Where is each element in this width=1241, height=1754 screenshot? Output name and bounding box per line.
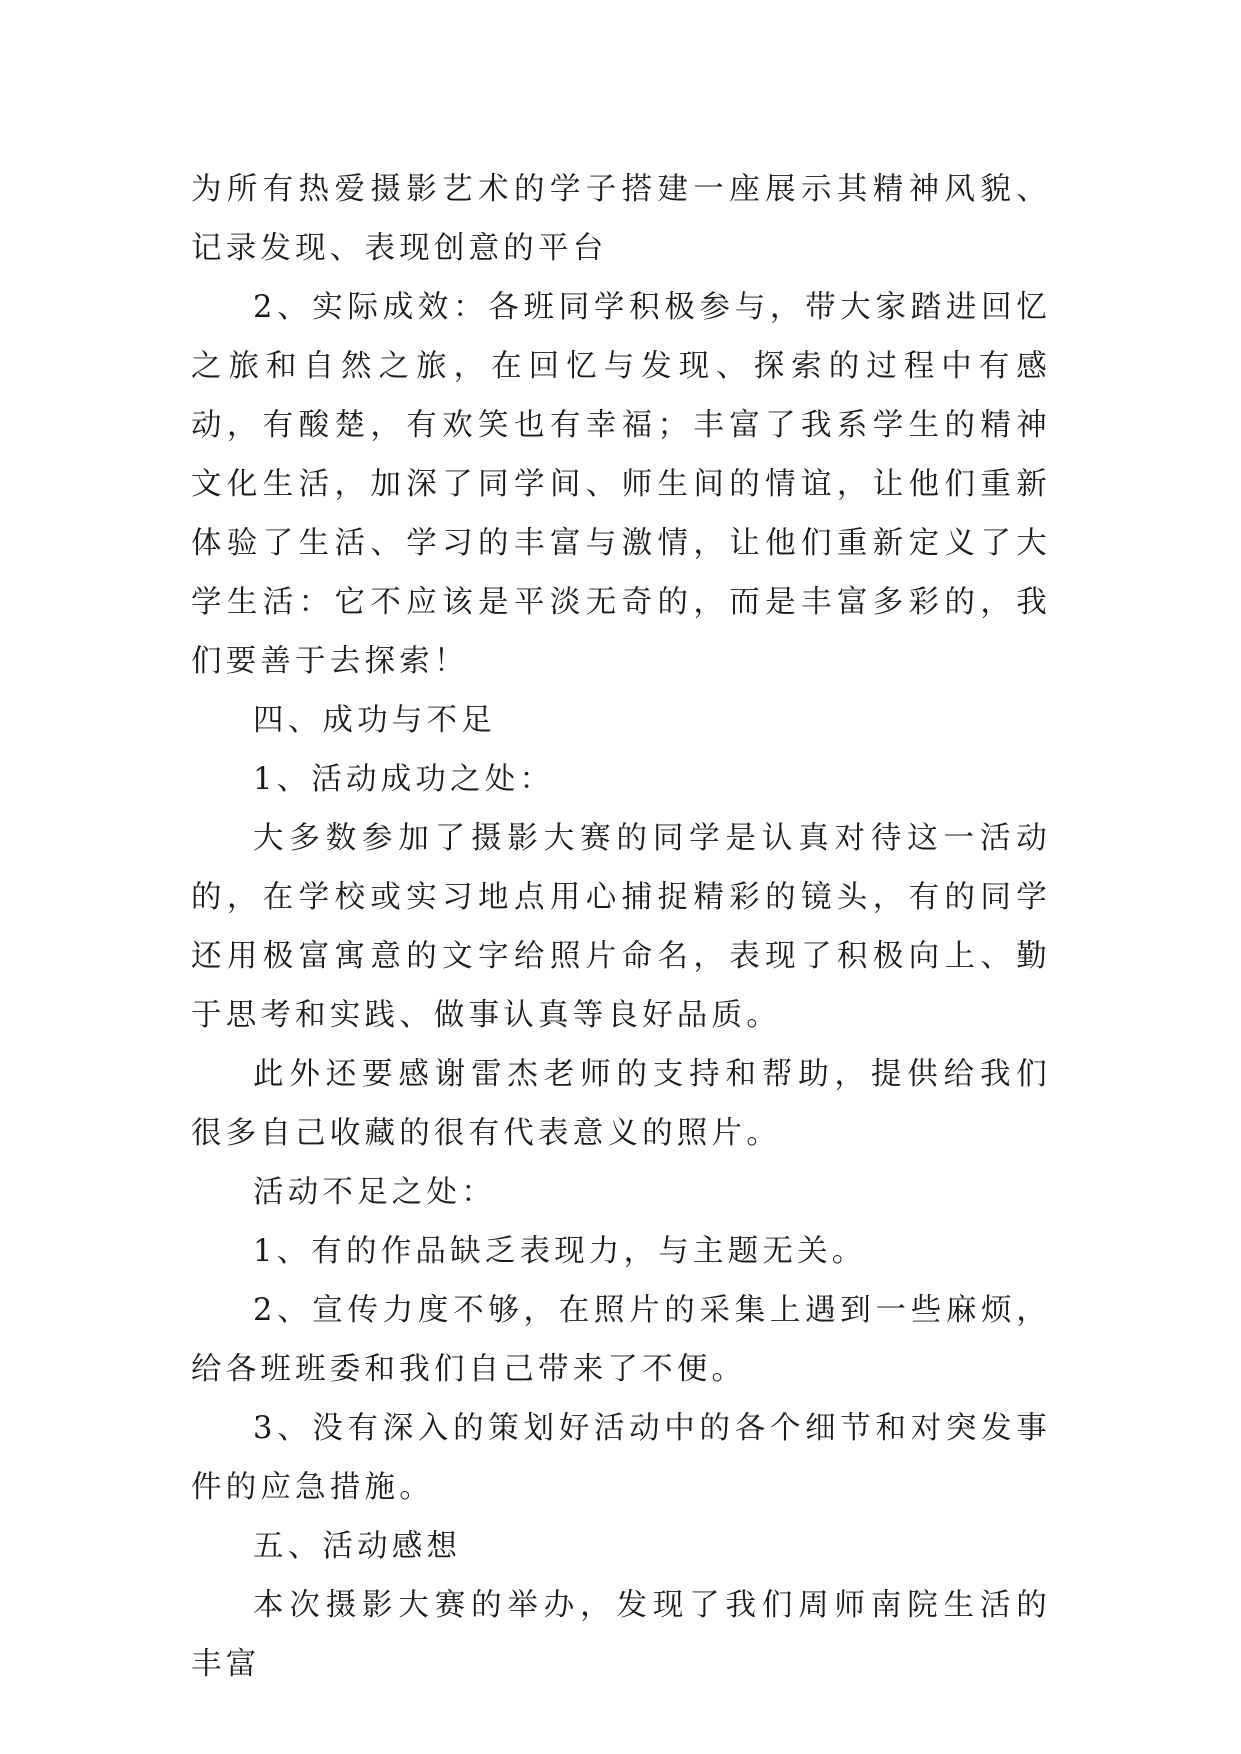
paragraph-thanks: 此外还要感谢雷杰老师的支持和帮助，提供给我们很多自己收藏的很有代表意义的照片。 <box>191 1057 1051 1151</box>
heading-activity-shortcomings: 活动不足之处： <box>253 1175 496 1210</box>
heading-activity-success: 1、活动成功之处： <box>253 762 555 797</box>
shortcoming-item-1: 1、有的作品缺乏表现力，与主题无关。 <box>253 1234 867 1269</box>
heading-activity-reflections: 五、活动感想 <box>253 1529 462 1564</box>
heading-success-and-shortcomings: 四、成功与不足 <box>253 703 496 738</box>
shortcoming-item-2: 2、宣传力度不够，在照片的采集上遇到一些麻烦，给各班班委和我们自己带来了不便。 <box>191 1293 1051 1387</box>
paragraph-success-details: 大多数参加了摄影大赛的同学是认真对待这一活动的，在学校或实习地点用心捕捉精彩的镜头，有的同学还用极富寓意的文字给照片命名，表现了积极向上、勤于思考和实践、做事认真等良好品质。 <box>191 821 1051 1033</box>
paragraph-platform-continuation: 为所有热爱摄影艺术的学子搭建一座展示其精神风貌、记录发现、表现创意的平台 <box>191 172 1051 266</box>
document-body <box>191 160 1051 1694</box>
shortcoming-item-3: 3、没有深入的策划好活动中的各个细节和对突发事件的应急措施。 <box>191 1411 1051 1505</box>
paragraph-actual-effect: 2、实际成效：各班同学积极参与，带大家踏进回忆之旅和自然之旅，在回忆与发现、探索的过程中有感动，有酸楚，有欢笑也有幸福；丰富了我系学生的精神文化生活，加深了同学间、师生间的情谊，让他们重新体验了生活、学习的丰富与激情，让他们重新定义了大学生活：它不应该是平淡无奇的，而是丰富多彩的，我们要善于去探索！ <box>191 290 1051 679</box>
paragraph-reflections: 本次摄影大赛的举办，发现了我们周师南院生活的丰富 <box>191 1588 1051 1682</box>
